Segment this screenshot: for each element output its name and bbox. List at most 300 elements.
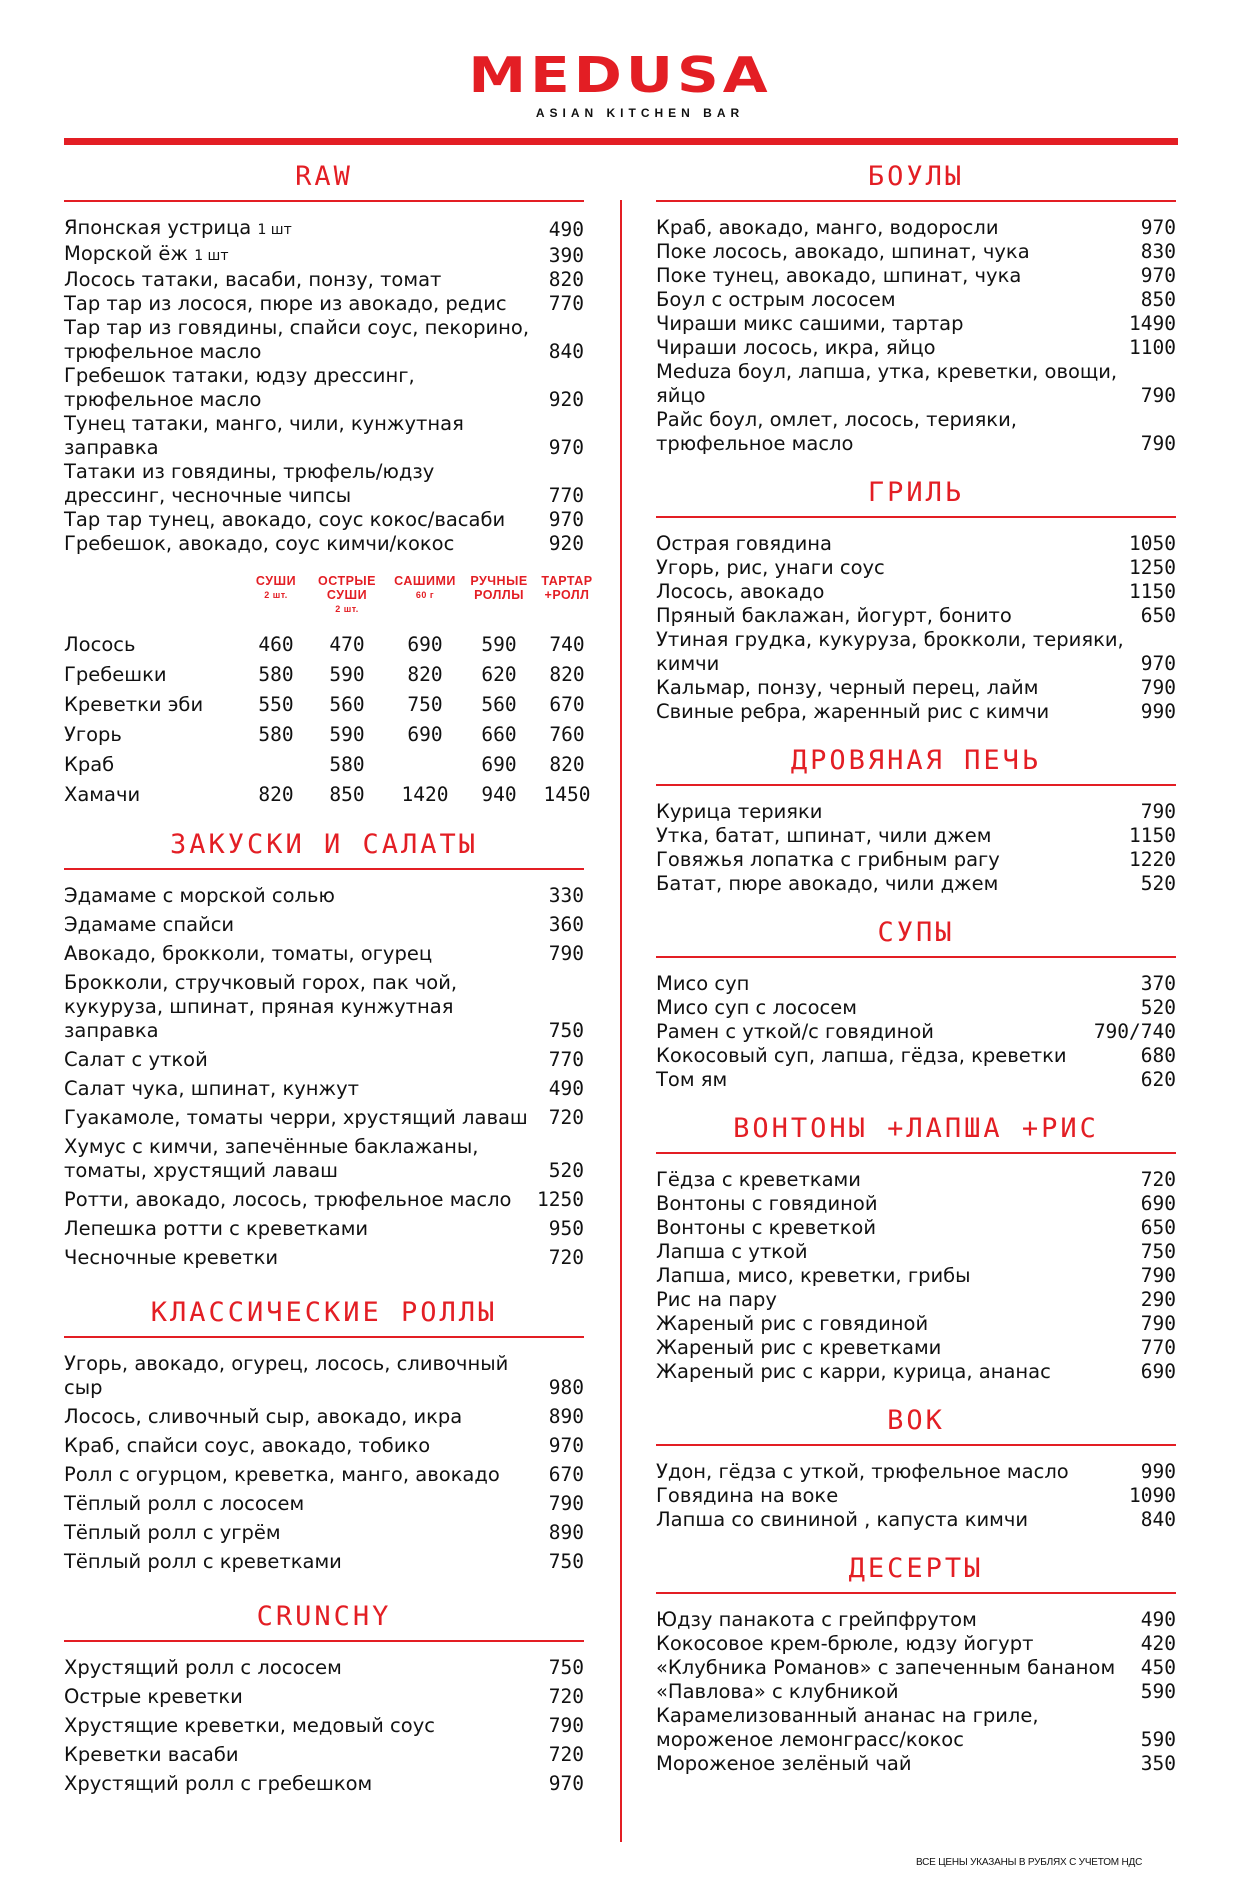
menu-item xyxy=(64,1405,584,1429)
item-name xyxy=(656,216,1141,240)
item-name-text: Говядина на воке xyxy=(656,1484,839,1507)
item-name xyxy=(656,1632,1141,1656)
menu-item xyxy=(656,1216,1176,1240)
item-name-text: Чираши лосось, икра, яйцо xyxy=(656,336,936,359)
item-name xyxy=(656,1484,1129,1508)
item-name xyxy=(64,884,549,908)
item-name-text: Поке тунец, авокадо, шпинат, чука xyxy=(656,264,1022,287)
section-rule xyxy=(656,1152,1176,1154)
item-price: 790 xyxy=(1140,432,1176,455)
item-name xyxy=(656,312,1129,336)
item-price: 450 xyxy=(1140,1656,1176,1679)
item-name xyxy=(64,1405,549,1429)
item-name xyxy=(64,364,549,412)
item-name-text: Кокосовое крем-брюле, юдзу йогурт xyxy=(656,1632,1034,1655)
item-name xyxy=(64,971,549,1043)
sushi-row-name: Гребешки xyxy=(64,663,167,686)
item-name xyxy=(64,1106,549,1130)
item-name xyxy=(656,288,1141,312)
sushi-price: 690 xyxy=(481,753,517,776)
menu-item xyxy=(656,1336,1176,1360)
item-price: 490 xyxy=(1140,1608,1176,1631)
sushi-header-sub: 2 шт. xyxy=(335,604,359,614)
item-price: 890 xyxy=(548,1521,584,1544)
menu-item xyxy=(656,360,1176,408)
item-price: 790 xyxy=(1140,800,1176,823)
menu-item xyxy=(656,676,1176,700)
item-name-text: Хрустящий ролл с лососем xyxy=(64,1656,342,1679)
menu-item xyxy=(656,408,1176,456)
menu-item xyxy=(656,1484,1176,1508)
item-price: 920 xyxy=(548,532,584,555)
menu-item xyxy=(64,1106,584,1130)
menu-item xyxy=(656,848,1176,872)
item-name-text: Поке лосось, авокадо, шпинат, чука xyxy=(656,240,1030,263)
sushi-header-main: ОСТРЫЕ СУШИ xyxy=(318,574,376,602)
menu-item xyxy=(64,913,584,937)
item-name xyxy=(64,1656,549,1680)
menu-item xyxy=(64,1685,584,1709)
item-name-text: Том ям xyxy=(656,1068,728,1091)
item-name xyxy=(64,1217,549,1241)
sushi-price: 740 xyxy=(549,633,585,656)
section-rule xyxy=(64,1640,584,1642)
item-price: 790 xyxy=(548,1714,584,1737)
item-price: 920 xyxy=(548,388,584,411)
item-price: 1150 xyxy=(1129,580,1176,603)
item-name-text: Жареный рис с карри, курица, ананас xyxy=(656,1360,1051,1383)
item-name-text: Пряный баклажан, йогурт, бонито xyxy=(656,604,1012,627)
menu-item xyxy=(656,312,1176,336)
logo-text: MEDUSA xyxy=(468,46,772,104)
section-title: ЗАКУСКИ И САЛАТЫ xyxy=(169,829,479,860)
menu-item xyxy=(64,1550,584,1574)
sushi-price: 590 xyxy=(329,723,365,746)
item-price: 770 xyxy=(548,292,584,315)
sushi-price: 580 xyxy=(258,663,294,686)
item-price: 790 xyxy=(548,1492,584,1515)
item-price: 490 xyxy=(548,1077,584,1100)
item-price: 770 xyxy=(1140,1336,1176,1359)
menu-item xyxy=(656,1508,1176,1532)
menu-item xyxy=(656,1312,1176,1336)
menu-item xyxy=(656,1632,1176,1656)
item-name xyxy=(656,800,1141,824)
menu-item xyxy=(656,1704,1176,1752)
menu-item xyxy=(64,364,584,412)
sushi-header-cell xyxy=(308,574,386,616)
item-name xyxy=(656,336,1129,360)
menu-item xyxy=(64,884,584,908)
item-name xyxy=(64,1352,549,1400)
menu-item xyxy=(656,288,1176,312)
item-price: 790/740 xyxy=(1093,1020,1176,1043)
menu-item xyxy=(64,942,584,966)
sushi-row xyxy=(64,690,584,720)
tagline: ASIAN KITCHEN BAR xyxy=(535,106,745,120)
item-price: 970 xyxy=(1140,216,1176,239)
item-price: 680 xyxy=(1140,1044,1176,1067)
item-price: 590 xyxy=(1140,1680,1176,1703)
item-price: 840 xyxy=(548,340,584,363)
item-price: 970 xyxy=(548,508,584,531)
item-price: 980 xyxy=(548,1376,584,1399)
menu-item xyxy=(64,1246,584,1270)
menu-item xyxy=(64,508,584,532)
menu-item xyxy=(656,556,1176,580)
section-rule xyxy=(656,784,1176,786)
item-price: 890 xyxy=(548,1405,584,1428)
menu-item xyxy=(64,216,584,242)
item-price: 970 xyxy=(548,1434,584,1457)
item-name xyxy=(656,824,1129,848)
item-price: 590 xyxy=(1140,1728,1176,1751)
item-name xyxy=(64,1463,549,1487)
sushi-header-main: САШИМИ xyxy=(394,574,456,588)
item-name-text: Салат с уткой xyxy=(64,1048,208,1071)
menu-item xyxy=(64,532,584,556)
sushi-price: 460 xyxy=(258,633,294,656)
menu-item xyxy=(656,824,1176,848)
item-name-text: Жареный рис с говядиной xyxy=(656,1312,929,1335)
menu-item xyxy=(656,628,1176,676)
item-price: 520 xyxy=(548,1159,584,1182)
item-name xyxy=(64,1246,549,1270)
item-note: 1 шт xyxy=(194,248,229,264)
item-name xyxy=(656,972,1141,996)
sushi-price: 590 xyxy=(329,663,365,686)
menu-section xyxy=(656,744,1176,896)
left-column xyxy=(64,160,593,1801)
item-name-text: Кокосовый суп, лапша, гёдза, креветки xyxy=(656,1044,1067,1067)
item-price: 750 xyxy=(1140,1240,1176,1263)
sushi-row xyxy=(64,750,584,780)
item-name xyxy=(64,1685,549,1709)
sushi-price: 590 xyxy=(481,633,517,656)
menu-item xyxy=(656,1460,1176,1484)
item-price: 770 xyxy=(548,484,584,507)
item-name xyxy=(656,1460,1141,1484)
menu-section xyxy=(656,476,1176,724)
item-name xyxy=(656,872,1141,896)
item-name-text: Мороженое зелёный чай xyxy=(656,1752,912,1775)
section-rule xyxy=(64,200,584,202)
menu-item xyxy=(64,1077,584,1101)
item-price: 840 xyxy=(1140,1508,1176,1531)
item-name xyxy=(64,1772,549,1796)
sushi-price: 820 xyxy=(549,663,585,686)
item-price: 970 xyxy=(548,1772,584,1795)
menu-item xyxy=(64,1521,584,1545)
item-name-text: Тёплый ролл с угрём xyxy=(64,1521,281,1544)
item-price: 390 xyxy=(548,244,584,267)
item-name-text: Гребешок татаки, юдзу дрессинг, трюфельное масло xyxy=(64,364,415,411)
sushi-price: 750 xyxy=(407,693,443,716)
section-title: RAW xyxy=(295,161,353,192)
menu-item xyxy=(64,1492,584,1516)
item-name-text: Хумус с кимчи, запечённые баклажаны, томаты, хрустящий лаваш xyxy=(64,1135,479,1182)
item-name-text: Лосось, авокадо xyxy=(656,580,825,603)
item-name-text: Тунец татаки, манго, чили, кунжутная заправка xyxy=(64,412,464,459)
item-name xyxy=(656,580,1129,604)
item-name xyxy=(656,1044,1141,1068)
section-rule xyxy=(64,1336,584,1338)
sushi-header-cell xyxy=(464,574,534,616)
item-name-text: Юдзу панакота с грейпфрутом xyxy=(656,1608,977,1631)
item-price: 720 xyxy=(548,1246,584,1269)
item-price: 1250 xyxy=(537,1188,584,1211)
item-price: 990 xyxy=(1140,700,1176,723)
item-name xyxy=(64,1521,549,1545)
sushi-price: 560 xyxy=(329,693,365,716)
item-name-text: Татаки из говядины, трюфель/юдзу дрессинг, чесночные чипсы xyxy=(64,460,435,507)
sushi-price: 580 xyxy=(329,753,365,776)
menu-item xyxy=(656,700,1176,724)
item-price: 970 xyxy=(1140,264,1176,287)
item-price: 990 xyxy=(1140,1460,1176,1483)
item-name-text: Рамен с уткой/с говядиной xyxy=(656,1020,934,1043)
section-rule xyxy=(656,200,1176,202)
item-price: 620 xyxy=(1140,1068,1176,1091)
item-name xyxy=(656,676,1141,700)
menu-item xyxy=(656,1068,1176,1092)
item-name-text: Лосось, сливочный сыр, авокадо, икра xyxy=(64,1405,463,1428)
section-rule xyxy=(656,956,1176,958)
sushi-price: 820 xyxy=(407,663,443,686)
item-price: 790 xyxy=(1140,384,1176,407)
sushi-row xyxy=(64,720,584,750)
item-name xyxy=(64,216,549,242)
item-name xyxy=(656,1336,1141,1360)
menu-section xyxy=(656,916,1176,1092)
item-price: 950 xyxy=(548,1217,584,1240)
sushi-price: 660 xyxy=(481,723,517,746)
item-name-text: Лосось татаки, васаби, понзу, томат xyxy=(64,268,442,291)
menu-item xyxy=(656,336,1176,360)
item-name xyxy=(656,532,1129,556)
item-price: 1490 xyxy=(1129,312,1176,335)
item-name-text: Ролл с огурцом, креветка, манго, авокадо xyxy=(64,1463,500,1486)
sushi-price: 820 xyxy=(549,753,585,776)
item-name-text: Батат, пюре авокадо, чили джем xyxy=(656,872,999,895)
sushi-price: 560 xyxy=(481,693,517,716)
item-name-text: «Павлова» с клубникой xyxy=(656,1680,899,1703)
item-name-text: Острая говядина xyxy=(656,532,832,555)
item-name xyxy=(656,604,1141,628)
item-name xyxy=(656,1608,1141,1632)
section-rule xyxy=(64,868,584,870)
menu-item xyxy=(656,1288,1176,1312)
item-name-text: Лапша, мисо, креветки, грибы xyxy=(656,1264,971,1287)
item-name xyxy=(64,1492,549,1516)
item-name-text: Удон, гёдза с уткой, трюфельное масло xyxy=(656,1460,1069,1483)
section-title: ДЕСЕРТЫ xyxy=(848,1553,984,1584)
item-name xyxy=(64,412,549,460)
item-name-text: Говяжья лопатка с грибным рагу xyxy=(656,848,1000,871)
sushi-price xyxy=(244,750,308,780)
item-name xyxy=(656,1288,1141,1312)
menu-item xyxy=(64,1656,584,1680)
menu-item xyxy=(656,1608,1176,1632)
item-name xyxy=(656,628,1141,676)
item-name-text: Креветки васаби xyxy=(64,1743,239,1766)
sushi-row-name: Креветки эби xyxy=(64,693,204,716)
item-name-text: Свиные ребра, жаренный рис с кимчи xyxy=(656,700,1050,723)
menu-item xyxy=(64,1743,584,1767)
item-price: 720 xyxy=(1140,1168,1176,1191)
item-name-text: Японская устрица xyxy=(64,216,252,239)
item-name-text: Брокколи, стручковый горох, пак чой, кукуруза, шпинат, пряная кунжутная заправка xyxy=(64,971,458,1042)
item-name-text: Тёплый ролл с креветками xyxy=(64,1550,342,1573)
menu-item xyxy=(656,1168,1176,1192)
item-name xyxy=(64,1714,549,1738)
item-price: 370 xyxy=(1140,972,1176,995)
item-name-text: Вонтоны с креветкой xyxy=(656,1216,876,1239)
item-price: 1220 xyxy=(1129,848,1176,871)
sushi-price: 470 xyxy=(329,633,365,656)
menu-section xyxy=(64,1600,584,1796)
item-name-text: Лапша со свининой , капуста кимчи xyxy=(656,1508,1029,1531)
menu-item xyxy=(656,216,1176,240)
sushi-header-main: ТАРТАР +РОЛЛ xyxy=(541,574,593,602)
price-footnote: ВСЕ ЦЕНЫ УКАЗАНЫ В РУБЛЯХ С УЧЕТОМ НДС xyxy=(916,1857,1143,1868)
item-name-text: Ротти, авокадо, лосось, трюфельное масло xyxy=(64,1188,512,1211)
item-note: 1 шт xyxy=(257,222,292,238)
sushi-price: 850 xyxy=(329,783,365,806)
menu-item xyxy=(656,1044,1176,1068)
item-price: 520 xyxy=(1140,996,1176,1019)
sushi-row xyxy=(64,780,591,810)
menu-item xyxy=(64,292,584,316)
menu-item xyxy=(656,580,1176,604)
item-name xyxy=(656,1680,1141,1704)
item-price: 290 xyxy=(1140,1288,1176,1311)
item-price: 970 xyxy=(548,436,584,459)
item-price: 650 xyxy=(1140,604,1176,627)
section-rule xyxy=(656,1444,1176,1446)
menu-item xyxy=(656,1264,1176,1288)
item-name xyxy=(656,1752,1141,1776)
section-title: КЛАССИЧЕСКИЕ РОЛЛЫ xyxy=(150,1297,498,1328)
menu-section xyxy=(656,1404,1176,1532)
item-name-text: Краб, спайси соус, авокадо, тобико xyxy=(64,1434,431,1457)
item-name xyxy=(64,913,549,937)
section-title: БОУЛЫ xyxy=(867,161,965,192)
menu-section xyxy=(64,160,584,556)
item-price: 1090 xyxy=(1129,1484,1176,1507)
item-name xyxy=(656,240,1141,264)
menu-item xyxy=(656,532,1176,556)
sushi-header-main: РУЧНЫЕ РОЛЛЫ xyxy=(470,574,528,602)
item-name xyxy=(64,1743,549,1767)
item-name-text: Эдамаме с морской солью xyxy=(64,884,335,907)
item-price: 720 xyxy=(548,1743,584,1766)
item-name-text: Эдамаме спайси xyxy=(64,913,235,936)
item-name xyxy=(64,1434,549,1458)
section-rule xyxy=(656,516,1176,518)
item-price: 820 xyxy=(548,268,584,291)
item-name xyxy=(656,1312,1141,1336)
item-price: 750 xyxy=(548,1550,584,1573)
item-name-text: Чираши микс сашими, тартар xyxy=(656,312,964,335)
item-name-text: Лапша с уткой xyxy=(656,1240,808,1263)
item-price: 790 xyxy=(1140,1312,1176,1335)
menu-item xyxy=(656,1020,1176,1044)
item-price: 770 xyxy=(548,1048,584,1071)
menu-item xyxy=(64,1714,584,1738)
sushi-row xyxy=(64,630,584,660)
item-name-text: Гребешок, авокадо, соус кимчи/кокос xyxy=(64,532,455,555)
sushi-header-cell xyxy=(244,574,308,616)
item-name xyxy=(656,996,1141,1020)
item-name-text: Боул с острым лососем xyxy=(656,288,896,311)
section-rule xyxy=(656,1592,1176,1594)
menu-item xyxy=(64,1188,584,1212)
sushi-price: 820 xyxy=(258,783,294,806)
item-name xyxy=(64,242,549,268)
item-name xyxy=(656,700,1141,724)
item-name-text: Гёдза с креветками xyxy=(656,1168,861,1191)
item-price: 750 xyxy=(548,1656,584,1679)
item-name-text: Карамелизованный ананас на гриле, мороженое лемонграсс/кокос xyxy=(656,1704,1039,1751)
sushi-price: 760 xyxy=(549,723,585,746)
item-name-text: Утка, батат, шпинат, чили джем xyxy=(656,824,992,847)
item-name xyxy=(656,1216,1141,1240)
item-price: 490 xyxy=(548,218,584,241)
sushi-price: 1450 xyxy=(543,783,591,806)
item-price: 850 xyxy=(1140,288,1176,311)
item-name-text: Краб, авокадо, манго, водоросли xyxy=(656,216,999,239)
menu-item xyxy=(64,1135,584,1183)
item-price: 420 xyxy=(1140,1632,1176,1655)
item-name xyxy=(656,264,1141,288)
menu-item xyxy=(64,1772,584,1796)
item-price: 350 xyxy=(1140,1752,1176,1775)
menu-section xyxy=(64,1296,584,1574)
header-divider xyxy=(64,138,1178,145)
menu-item xyxy=(64,242,584,268)
menu-item xyxy=(64,316,584,364)
item-price: 650 xyxy=(1140,1216,1176,1239)
item-name xyxy=(64,1135,549,1183)
sushi-header-cell xyxy=(386,574,464,616)
item-name-text: Райс боул, омлет, лосось, терияки, трюфельное масло xyxy=(656,408,1017,455)
item-name-text: Курица терияки xyxy=(656,800,823,823)
item-name xyxy=(656,1020,1094,1044)
item-price: 360 xyxy=(548,913,584,936)
item-name xyxy=(656,1704,1141,1752)
sushi-row-name: Хамачи xyxy=(64,783,141,806)
item-name xyxy=(656,408,1141,456)
item-name xyxy=(64,268,549,292)
menu-section xyxy=(656,1552,1176,1776)
item-name xyxy=(64,1077,549,1101)
item-name-text: Хрустящие креветки, медовый соус xyxy=(64,1714,435,1737)
menu-item xyxy=(656,996,1176,1020)
sushi-price: 690 xyxy=(407,633,443,656)
item-name-text: Тар тар из лосося, пюре из авокадо, редис xyxy=(64,292,507,315)
right-column xyxy=(656,160,1176,1776)
menu-item xyxy=(656,240,1176,264)
menu-item xyxy=(656,1680,1176,1704)
item-name xyxy=(64,460,549,508)
sushi-price: 580 xyxy=(258,723,294,746)
item-price: 690 xyxy=(1140,1360,1176,1383)
item-price: 790 xyxy=(548,942,584,965)
item-name-text: Мисо суп xyxy=(656,972,750,995)
sushi-row-name: Краб xyxy=(64,753,115,776)
sushi-price: 550 xyxy=(258,693,294,716)
